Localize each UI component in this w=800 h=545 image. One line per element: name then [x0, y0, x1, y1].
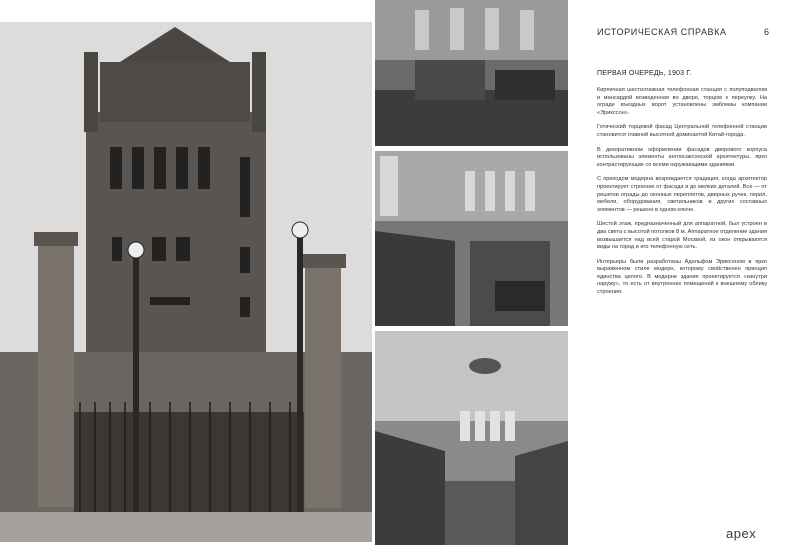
apex-logo: apex [726, 526, 757, 541]
paragraph: С приходом модерна возрождается традиция, когда архитектор проектирует строение от фасада и до мелких деталей. Все — от решетки ограды до оконных переплетов, дверных ручек, перил, мебели, оборудования, светильников и других составных элементов — решено в одном ключе. [597, 176, 767, 213]
page-title: ИСТОРИЧЕСКАЯ СПРАВКА [597, 27, 727, 37]
tower-photo [0, 22, 372, 542]
page-number: 6 [763, 27, 769, 37]
interior-illustration-3 [375, 331, 568, 545]
section-heading: ПЕРВАЯ ОЧЕРЕДЬ, 1903 Г. [597, 70, 692, 77]
paragraph: Интерьеры были разработаны Адольфом Эриксоном в ярко выраженном стиле модерн, которому свойственен принцип единства целого. В модерне здание проектируется «изнутри наружу», то есть от внутренних помещений к внешнему облику строения. [597, 258, 767, 296]
interior-photo-3 [375, 331, 568, 545]
text-column [597, 70, 767, 304]
interior-photo-2 [375, 151, 568, 326]
paragraph: Готический торцевой фасад Центральной телефонной станции становится главной высотной доминантой Китай-города. [597, 124, 767, 138]
paragraph: Шестой этаж, предназначенный для аппаратной, был устроен в два света с высотой потолков 8 м. Аппаратное отделение здания возвышается над всей старой Москвой, из окон открываются виды на город и его телефонную сеть. [597, 221, 767, 251]
tower-illustration [0, 22, 372, 542]
interior-illustration-1 [375, 0, 568, 146]
paragraph: В декоративном оформлении фасадов дворового корпуса использованы элементы англосаксонской архитектуры, ярко контрастирующие со всеми окружающими зданиями. [597, 146, 767, 168]
paragraph: Кирпичная шестиэтажная телефонная станция с полуподвалом и мансардой возведенная во дворе, торцом к переулку. На ограде въездных ворот установлены эмблемы компании «Эрикссон». [597, 87, 767, 116]
page-header [597, 27, 769, 37]
interior-illustration-2 [375, 151, 568, 326]
interior-photo-1 [375, 0, 568, 146]
